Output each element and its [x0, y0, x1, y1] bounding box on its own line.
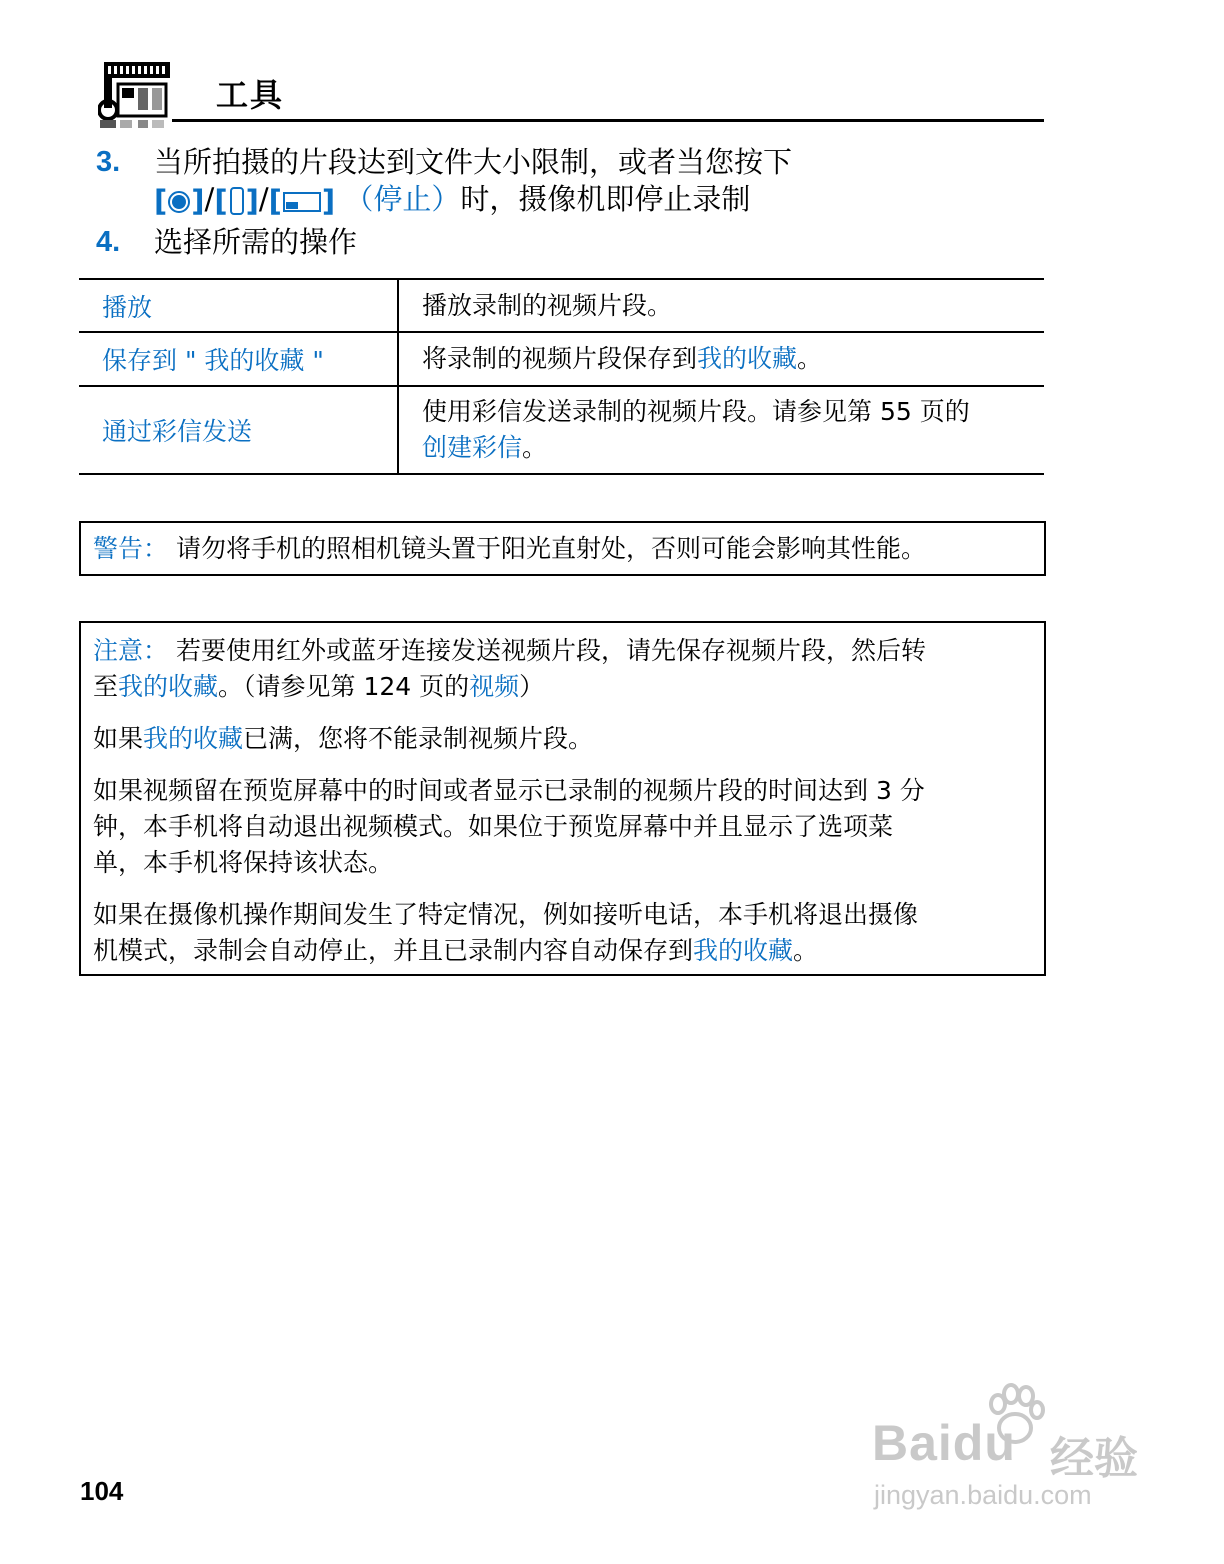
watermark-logo: Baidu [872, 1415, 1016, 1471]
key-separator: / [204, 182, 215, 216]
note-label: 注意： [93, 636, 169, 665]
my-favorites-link[interactable]: 我的收藏 [118, 672, 219, 701]
table-row [79, 386, 1044, 474]
step-number: 3. [96, 146, 121, 178]
options-table [79, 278, 1044, 475]
section-title: 工具 [216, 76, 285, 114]
option-description: 播放录制的视频片段。 [398, 279, 1044, 332]
page-number: 104 [80, 1476, 124, 1506]
option-save[interactable]: 保存到 " 我的收藏 " [79, 332, 398, 386]
option-send-mms[interactable]: 通过彩信发送 [79, 386, 398, 474]
option-description: 将录制的视频片段保存到我的收藏。 [398, 332, 1044, 386]
header-divider [172, 119, 1044, 122]
side-key-icon: [ ] [214, 184, 259, 218]
watermark-jingyan: 经验 [1050, 1433, 1138, 1484]
option-description: 使用彩信发送录制的视频片段。请参见第 55 页的 创建彩信。 [398, 386, 1044, 474]
warning-label: 警告： [93, 534, 169, 563]
step-text-rest: 时，摄像机即停止录制 [460, 182, 751, 216]
table-row [79, 279, 1044, 332]
tools-icon [98, 58, 172, 130]
record-key-icon: [ ] [154, 184, 205, 218]
step-number: 4. [96, 226, 121, 258]
warning-box [79, 521, 1046, 576]
note-box: 注意： 若要使用红外或蓝牙连接发送视频片段，请先保存视频片段，然后转 至我的收藏。（请参见第 124 页的视频） 如果我的收藏已满，您将不能录制视频片段。 如果视频留在预览屏幕中的时间或者显示已录制的视频片段的时间达到 3 分 钟，本手机将自动退出视频模式。如果位于预览屏幕中并且显示了选项菜 单，本手机将保持该状态。 如果在摄像机操作期间发生了特定情况，例如接听电话，本手机将退出摄像 机模式，录制会自动停止，并且已录制内容自动保存到我的收藏。 [79, 621, 1046, 976]
step-text: 选择所需的操作 [154, 225, 358, 259]
soft-key-icon: [ ] [268, 184, 336, 218]
table-row [79, 332, 1044, 386]
step-text-line1: 当所拍摄的片段达到文件大小限制，或者当您按下 [154, 145, 793, 179]
key-separator: / [258, 182, 269, 216]
stop-hint: （停止） [344, 182, 461, 216]
baidu-watermark [862, 1380, 1162, 1520]
my-favorites-link[interactable]: 我的收藏 [143, 724, 244, 753]
my-favorites-link[interactable]: 我的收藏 [693, 936, 794, 965]
step-4 [0, 224, 1224, 264]
video-link[interactable]: 视频 [469, 672, 520, 701]
watermark-url: jingyan.baidu.com [874, 1480, 1092, 1510]
option-play[interactable]: 播放 [79, 279, 398, 332]
step-text-line2 [154, 181, 750, 219]
my-favorites-link[interactable]: 我的收藏 [697, 344, 798, 373]
warning-text: 请勿将手机的照相机镜头置于阳光直射处，否则可能会影响其性能。 [175, 534, 926, 563]
create-mms-link[interactable]: 创建彩信 [422, 433, 523, 462]
step-3 [0, 144, 1224, 224]
